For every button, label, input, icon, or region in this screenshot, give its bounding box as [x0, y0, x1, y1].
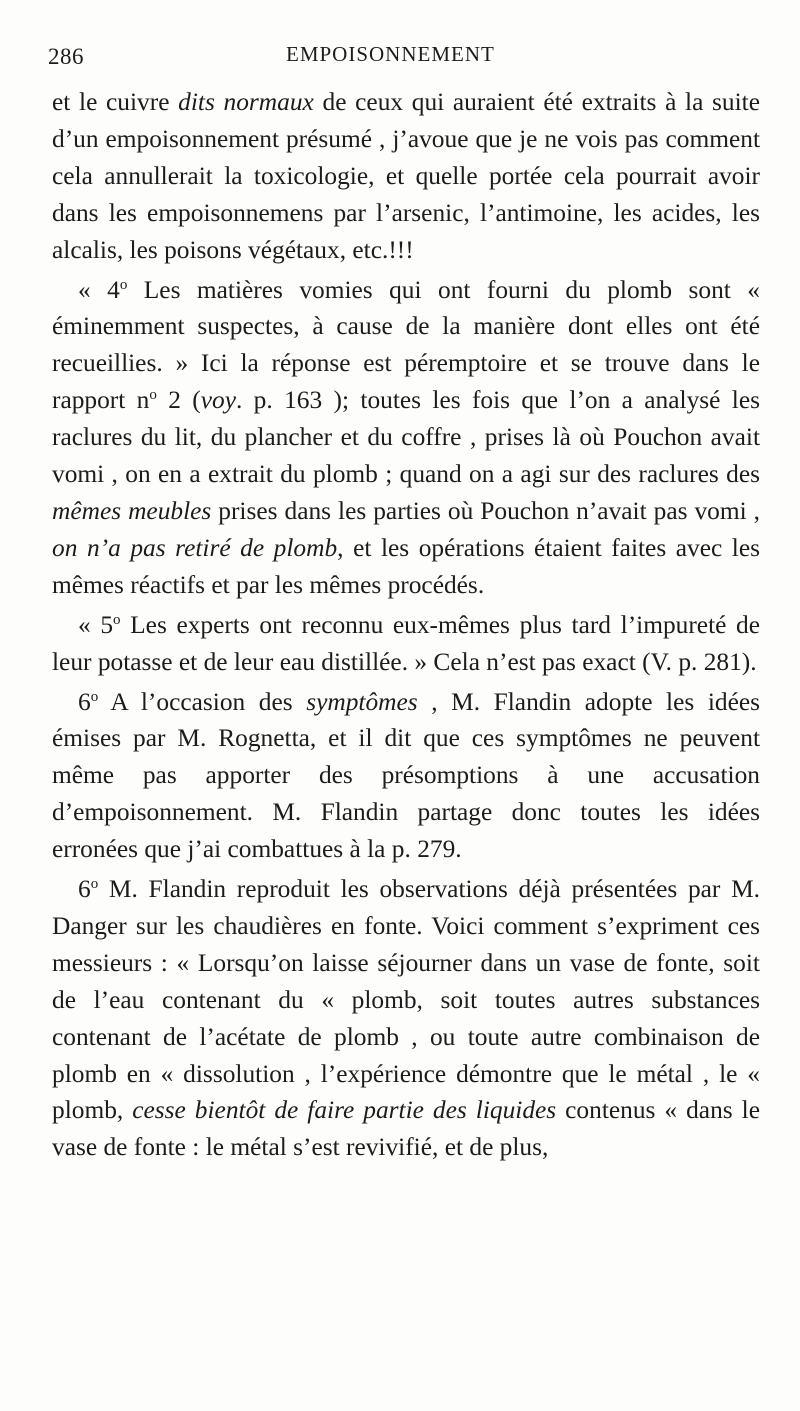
text-run: contenus « dans le vase de fonte : le métal s’est revivifié, et de plus, — [52, 1096, 760, 1162]
running-title: EMPOISONNEMENT — [286, 42, 495, 66]
text-run: . p. 163 ); toutes les fois que l’on a analysé les raclures du lit, du plancher et du coffre , prises là où Pouchon avait vomi , on en a extrait du plomb ; quand on a agi sur des raclures des — [52, 386, 760, 489]
page-number: 286 — [48, 44, 84, 69]
text-run: M. Flandin reproduit les observations déjà présentées par M. Danger sur les chaudières en fonte. Voici comment s’expriment ces messieurs : « Lorsqu’on laisse séjourner dans un vase de fonte, soit de l’eau contenant du « plomb, soit toutes autres substances contenant de l’acétate de plomb , ou toute autre combinaison de plomb en « dissolution , l’expérience démontre que le métal , le « plomb, — [52, 875, 760, 1125]
superscript: o — [113, 611, 121, 628]
paragraph-symptomes — [52, 684, 760, 869]
italic-text: voy — [200, 386, 236, 415]
text-run: Les experts ont reconnu eux-mêmes plus tard l’impureté de leur potasse et de leur eau distillée. » Cela n’est pas exact (V. p. 281). — [52, 610, 760, 676]
paragraph-chaudieres — [52, 871, 760, 1166]
paragraph-point-5 — [52, 607, 760, 681]
body-text — [52, 84, 760, 1166]
text-run: , et les opérations étaient faites avec les mêmes réactifs et par les mêmes procédés. — [52, 533, 761, 599]
superscript: o — [90, 688, 99, 705]
text-run: 6 — [78, 687, 91, 716]
text-run: « 4 — [78, 275, 120, 304]
superscript: o — [149, 387, 157, 404]
text-run: 6 — [78, 875, 91, 904]
page-header — [48, 36, 768, 76]
italic-text: mêmes meubles — [52, 496, 212, 525]
italic-text: cesse bientôt de faire partie des liquides — [132, 1096, 557, 1125]
italic-text: symptômes — [306, 687, 418, 716]
italic-text: on n’a pas retiré de plomb — [52, 533, 338, 562]
paragraph-point-4 — [52, 272, 760, 604]
text-run: de ceux qui auraient été extraits à la suite d’un empoisonnement présumé , j’avoue que je ne vois pas comment cela annullerait la toxicologie, et quelle portée cela pourrait avoir dans les empoisonnemens par l’arsenic, l’antimoine, les acides, les alcalis, les poisons végétaux, etc.!!! — [52, 88, 760, 264]
text-run: prises dans les parties où Pouchon n’avait pas vomi , — [211, 496, 760, 525]
text-run: Les matières vomies qui ont fourni du plomb sont « éminemment suspectes, à cause de la manière dont elles ont été recueillies. » Ici la réponse est péremptoire et se trouve dans le rapport n — [52, 275, 760, 415]
text-run: 2 ( — [156, 386, 201, 415]
text-run: , M. Flandin adopte les idées émises par M. Rognetta, et il dit que ces symptômes ne peuvent même pas apporter des présomptions à une accusation d’empoisonnement. M. Flandin partage donc toutes les idées erronées que j’ai combattues à la p. 279. — [52, 687, 760, 864]
text-run: et le cuivre — [52, 88, 179, 116]
text-run: « 5 — [78, 610, 114, 639]
text-run: A l’occasion des — [98, 687, 307, 716]
italic-text: dits normaux — [178, 88, 314, 116]
paragraph-continued — [52, 84, 760, 269]
superscript: o — [90, 876, 99, 893]
superscript: o — [119, 276, 128, 293]
